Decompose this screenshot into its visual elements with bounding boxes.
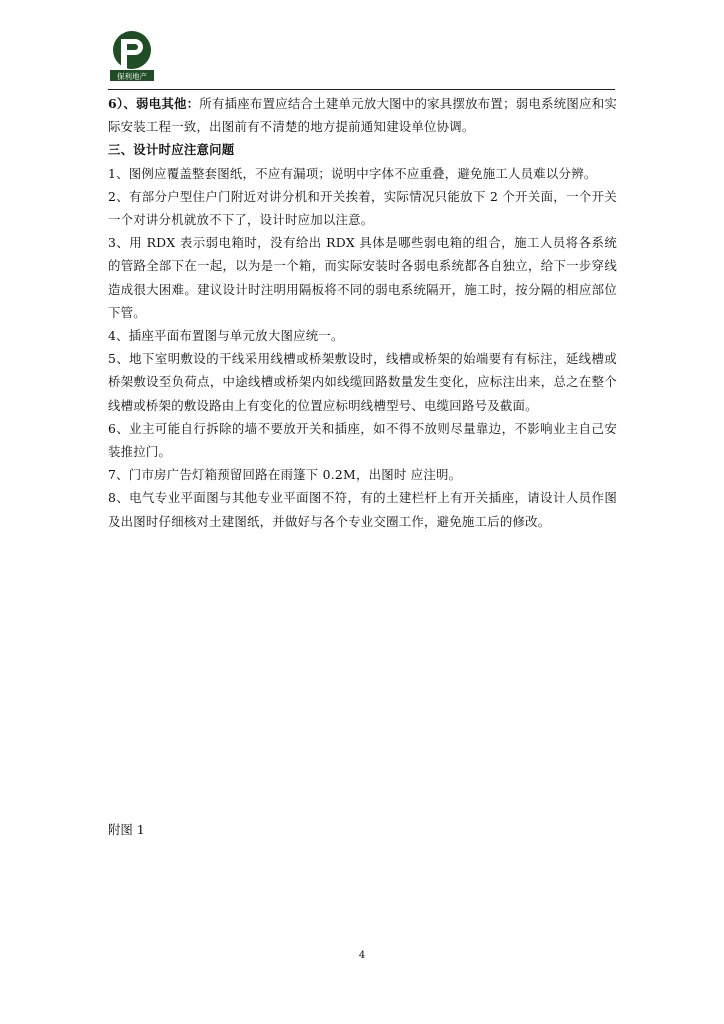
- list-item: 2、有部分户型住户门附近对讲分机和开关挨着，实际情况只能放下 2 个开关面，一个开关一个对讲分机就放不下了，设计时应加以注意。: [108, 188, 617, 228]
- page-number: 4: [358, 950, 366, 961]
- list-item: 7、门市房广告灯箱预留回路在雨篷下 0.2M，出图时 应注明。: [108, 467, 462, 483]
- section-6-text: 所有插座布置应结合土建单元放大图中的家具摆放布置；弱电系统图应和实际安装工程一致，出图前有不清楚的地方提前通知建设单位协调。: [108, 96, 617, 135]
- company-logo: [108, 30, 156, 82]
- logo-caption: 保利地产: [117, 72, 147, 81]
- section-3-heading: 三、设计时应注意问题: [108, 142, 235, 158]
- document-body: [108, 92, 617, 533]
- list-item: 6、业主可能自行拆除的墙不要放开关和插座，如不得不放则尽量靠边，不影响业主自己安装推拉门。: [108, 420, 617, 460]
- figure-label: 附图 1: [108, 822, 145, 837]
- header-divider: [108, 89, 615, 90]
- section-6-paragraph: [108, 92, 617, 138]
- list-item: 1、图例应覆盖整套图纸，不应有漏项；说明中字体不应重叠，避免施工人员难以分辨。: [108, 165, 597, 181]
- list-item: 5、地下室明敷设的干线采用线槽或桥架敷设时，线槽或桥架的始端要有有标注，延线槽或桥架敷设至负荷点，中途线槽或桥架内如线缆回路数量发生变化，应标注出来，总之在整个线槽或桥架的敷设路由上有变化的位置应标明线槽型号、电缆回路号及截面。: [108, 351, 617, 413]
- list-item: 8、电气专业平面图与其他专业平面图不符，有的土建栏杆上有开关插座，请设计人员作图及出图时仔细核对土建图纸，并做好与各个专业交圈工作，避免施工后的修改。: [108, 490, 617, 529]
- list-item: 3、用 RDX 表示弱电箱时，没有给出 RDX 具体是哪些弱电箱的组合，施工人员将各系统的管路全部下在一起，以为是一个箱，而实际安装时各弱电系统都各自独立，给下一步穿线造成很大困难。建议设计时注明用隔板将不同的弱电系统隔开，施工时，按分隔的相应部位下管。: [108, 235, 617, 320]
- list-item: 4、插座平面布置图与单元放大图应统一。: [108, 328, 344, 344]
- section-6-heading: 6）、弱电其他：: [108, 96, 200, 111]
- poly-logo-icon: [108, 30, 156, 82]
